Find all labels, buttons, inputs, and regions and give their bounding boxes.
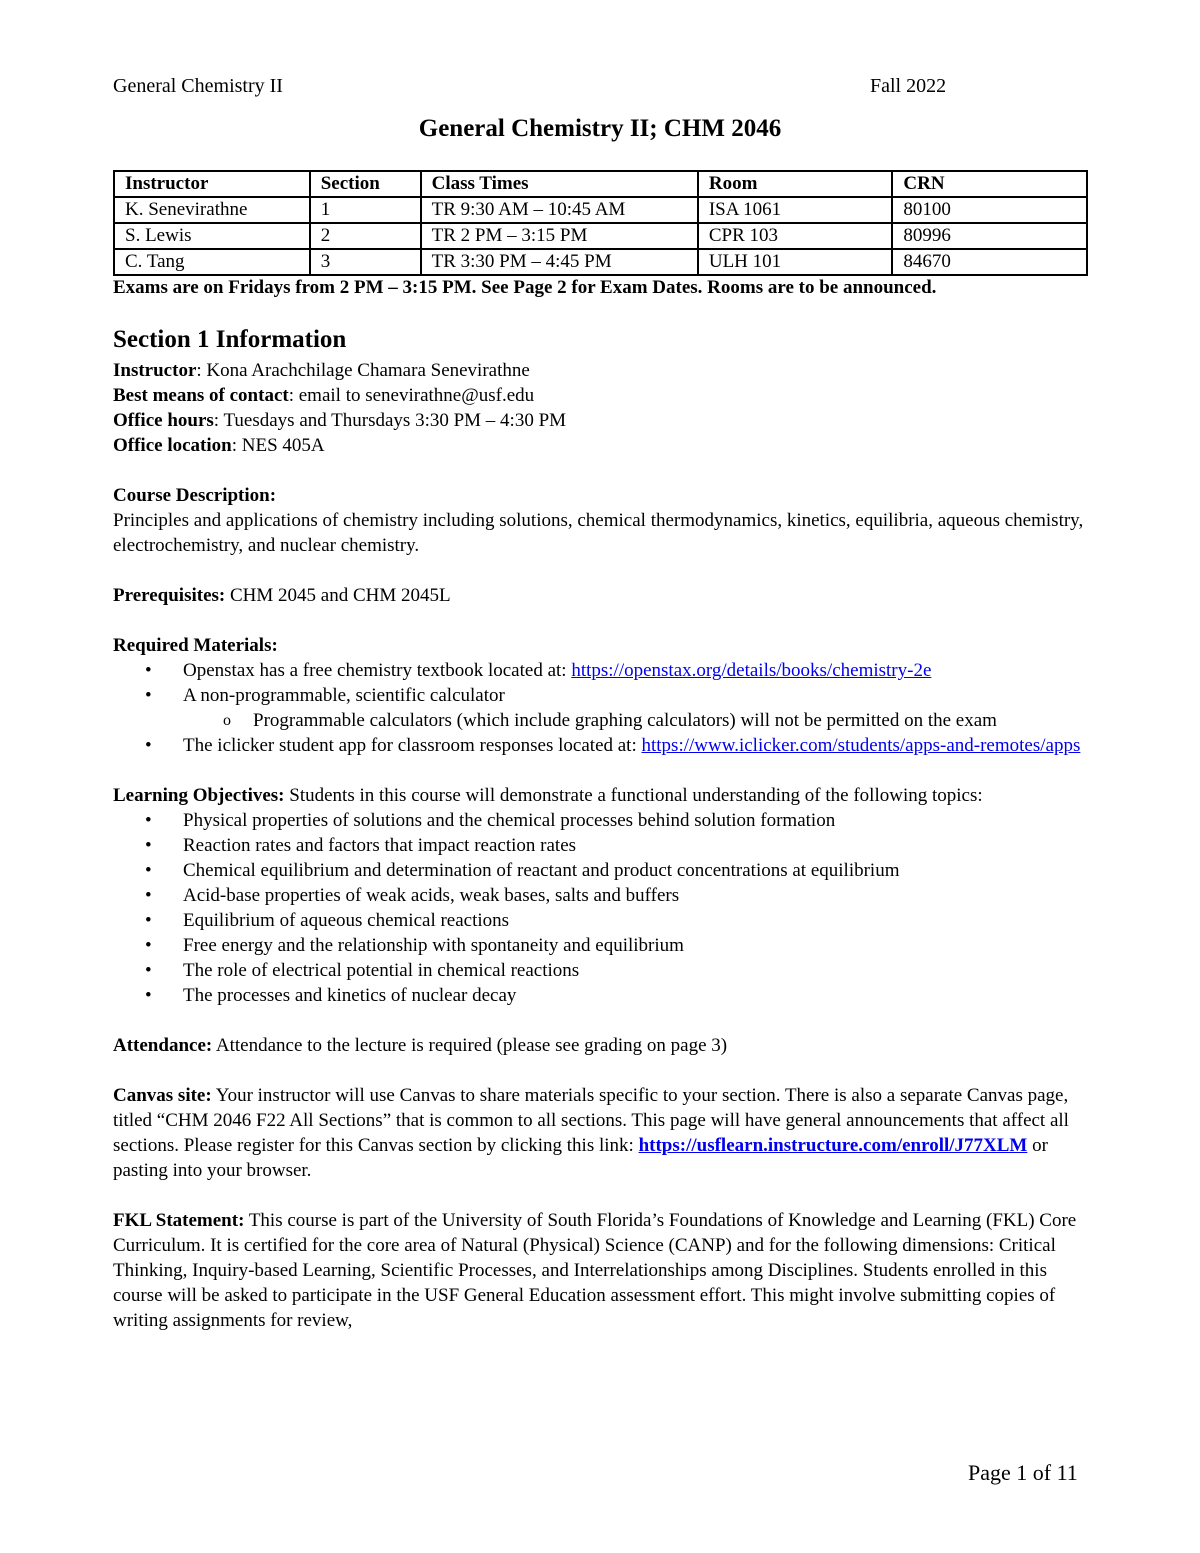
list-item: • Physical properties of solutions and the chemical processes behind solution formation bbox=[183, 808, 1088, 833]
column-header: Section bbox=[310, 171, 421, 197]
fkl-label: FKL Statement: bbox=[113, 1210, 245, 1231]
prerequisites-label: Prerequisites: bbox=[113, 585, 226, 606]
required-materials-label: Required Materials: bbox=[113, 635, 278, 656]
list-item bbox=[183, 733, 1088, 758]
learning-objectives-text: Students in this course will demonstrate a functional understanding of the following topics: bbox=[284, 785, 983, 806]
canvas-label: Canvas site: bbox=[113, 1085, 212, 1106]
column-header: Class Times bbox=[421, 171, 698, 197]
list-item: • Free energy and the relationship with spontaneity and equilibrium bbox=[183, 933, 1088, 958]
table-cell: ULH 101 bbox=[698, 249, 893, 275]
canvas-enroll-link[interactable]: https://usflearn.instructure.com/enroll/J77XLM bbox=[638, 1135, 1028, 1156]
instructor-label: Instructor bbox=[113, 360, 197, 381]
office-hours-value: : Tuesdays and Thursdays 3:30 PM – 4:30 PM bbox=[213, 410, 567, 431]
learning-objectives-label: Learning Objectives: bbox=[113, 785, 285, 806]
prerequisites-line bbox=[113, 583, 1088, 608]
table-cell: CPR 103 bbox=[698, 223, 893, 249]
canvas-text: Your instructor will use Canvas to share materials specific to your section. There is also a separate Canvas page, titled “CHM 2046 F22 All Sections” that is common to all sections. This page will have general announcements that affect all sections. Please register for this Canvas section by clicking this link: bbox=[113, 1085, 1069, 1156]
materials-item-text: A non-programmable, scientific calculator bbox=[183, 685, 505, 706]
list-item: • The processes and kinetics of nuclear decay bbox=[183, 983, 1088, 1008]
table-header-row bbox=[114, 171, 1087, 197]
required-materials-line bbox=[113, 633, 1088, 658]
document-title: General Chemistry II; CHM 2046 bbox=[418, 115, 782, 142]
header-course-name: General Chemistry II bbox=[113, 75, 283, 97]
table-cell: 80996 bbox=[892, 223, 1087, 249]
materials-item-text: The iclicker student app for classroom responses located at: bbox=[183, 735, 642, 756]
prerequisites-text: CHM 2045 and CHM 2045L bbox=[225, 585, 451, 606]
document-body bbox=[113, 322, 1088, 1333]
office-location-line bbox=[113, 433, 1088, 458]
list-item: • Reaction rates and factors that impact reaction rates bbox=[183, 833, 1088, 858]
table-cell: S. Lewis bbox=[114, 223, 310, 249]
table-cell: C. Tang bbox=[114, 249, 310, 275]
list-item bbox=[183, 658, 1088, 683]
table-cell: ISA 1061 bbox=[698, 197, 893, 223]
table-row bbox=[114, 197, 1087, 223]
learning-objectives-list bbox=[113, 808, 1088, 1008]
table-cell: 1 bbox=[310, 197, 421, 223]
attendance-text: Attendance to the lecture is required (please see grading on page 3) bbox=[212, 1035, 728, 1056]
table-cell: TR 3:30 PM – 4:45 PM bbox=[421, 249, 698, 275]
course-description-heading: Course Description: bbox=[113, 485, 277, 506]
sub-list bbox=[183, 708, 1088, 733]
attendance-line bbox=[113, 1033, 1088, 1058]
office-location-label: Office location bbox=[113, 435, 232, 456]
header-term: Fall 2022 bbox=[870, 75, 947, 97]
list-item: • Equilibrium of aqueous chemical reactions bbox=[183, 908, 1088, 933]
list-item: o Programmable calculators (which include graphing calculators) will not be permitted on the exam bbox=[253, 708, 1088, 733]
required-materials-list bbox=[113, 658, 1088, 758]
section-heading: Section 1 Information bbox=[113, 326, 347, 353]
office-hours-line bbox=[113, 408, 1088, 433]
list-item: • Chemical equilibrium and determination of reactant and product concentrations at equilibrium bbox=[183, 858, 1088, 883]
learning-objectives-line bbox=[113, 783, 1088, 808]
materials-item-text: Openstax has a free chemistry textbook located at: bbox=[183, 660, 572, 681]
table-row bbox=[114, 223, 1087, 249]
table-cell: 2 bbox=[310, 223, 421, 249]
page-number: Page 1 of 11 bbox=[968, 1460, 1078, 1485]
canvas-tail: or pasting into your browser. bbox=[113, 1135, 1048, 1181]
list-item bbox=[183, 683, 1088, 733]
table-row bbox=[114, 249, 1087, 275]
contact-value: : email to senevirathne@usf.edu bbox=[288, 385, 535, 406]
textbook-link[interactable]: https://openstax.org/details/books/chemistry-2e bbox=[571, 660, 932, 681]
contact-label: Best means of contact bbox=[113, 385, 289, 406]
instructor-value: : Kona Arachchilage Chamara Senevirathne bbox=[196, 360, 530, 381]
table-cell: K. Senevirathne bbox=[114, 197, 310, 223]
instructor-line bbox=[113, 358, 1088, 383]
table-cell: TR 9:30 AM – 10:45 AM bbox=[421, 197, 698, 223]
column-header: Instructor bbox=[114, 171, 310, 197]
list-item: • The role of electrical potential in chemical reactions bbox=[183, 958, 1088, 983]
course-description-label bbox=[113, 483, 1088, 508]
exam-note: Exams are on Fridays from 2 PM – 3:15 PM. See Page 2 for Exam Dates. Rooms are to be announced. bbox=[113, 277, 937, 298]
table-cell: 84670 bbox=[892, 249, 1087, 275]
column-header: Room bbox=[698, 171, 893, 197]
canvas-paragraph bbox=[113, 1083, 1088, 1183]
fkl-paragraph bbox=[113, 1208, 1088, 1333]
course-description-text: Principles and applications of chemistry including solutions, chemical thermodynamics, kinetics, equilibria, aqueous chemistry, electrochemistry, and nuclear chemistry. bbox=[113, 510, 1084, 556]
column-header: CRN bbox=[892, 171, 1087, 197]
schedule-table bbox=[113, 170, 1088, 276]
contact-line bbox=[113, 383, 1088, 408]
list-item: • Acid-base properties of weak acids, weak bases, salts and buffers bbox=[183, 883, 1088, 908]
fkl-text: This course is part of the University of South Florida’s Foundations of Knowledge and Learning (FKL) Core Curriculum. It is certified for the core area of Natural (Physical) Science (CANP) and for the following dimensions: Critical Thinking, Inquiry-based Learning, Scientific Processes, and Interrelationships among Disciplines. Students enrolled in this course will be asked to participate in the USF General Education assessment effort. This might involve submitting copies of writing assignments for review, bbox=[113, 1210, 1077, 1331]
attendance-label: Attendance: bbox=[113, 1035, 213, 1056]
table-cell: 80100 bbox=[892, 197, 1087, 223]
table-cell: 3 bbox=[310, 249, 421, 275]
office-hours-label: Office hours bbox=[113, 410, 214, 431]
iclicker-link[interactable]: https://www.iclicker.com/students/apps-and-remotes/apps bbox=[641, 735, 1081, 756]
office-location-value: : NES 405A bbox=[231, 435, 325, 456]
table-cell: TR 2 PM – 3:15 PM bbox=[421, 223, 698, 249]
